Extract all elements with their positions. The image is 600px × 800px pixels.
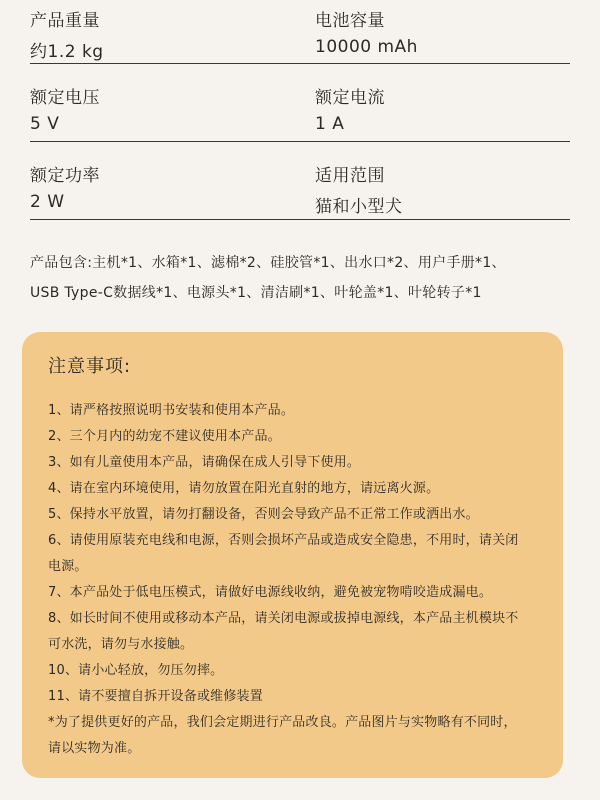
spec-label: 额定电流: [315, 88, 385, 108]
spec-label: 额定功率: [30, 166, 100, 186]
spec-cell-power: [30, 155, 315, 219]
notice-title: 注意事项:: [48, 356, 132, 377]
package-contents: [30, 248, 575, 308]
spec-row: [30, 155, 570, 220]
spec-label: 电池容量: [315, 11, 385, 31]
notice-list: [48, 398, 541, 762]
notice-line: 2、三个月内的幼宠不建议使用本产品。: [48, 429, 281, 444]
notice-line: 7、本产品处于低电压模式，请做好电源线收纳，避免被宠物啃咬造成漏电。: [48, 585, 493, 600]
spec-value: 2 W: [30, 192, 65, 212]
notice-line: *为了提供更好的产品，我们会定期进行产品改良。产品图片与实物略有不同时，: [48, 715, 517, 730]
spec-table: [30, 0, 570, 220]
notice-line: 6、请使用原装充电线和电源，否则会损坏产品或造成安全隐患，不用时，请关闭: [48, 533, 519, 548]
spec-value: 约1.2 kg: [30, 42, 104, 62]
spec-cell-battery: [315, 0, 570, 63]
notice-line: 请以实物为准。: [48, 741, 141, 756]
notice-line: 4、请在室内环境使用，请勿放置在阳光直射的地方，请远离火源。: [48, 481, 440, 496]
spec-label: 额定电压: [30, 88, 100, 108]
package-contents-line: 产品包含:主机*1、水箱*1、滤棉*2、硅胶管*1、出水口*2、用户手册*1、: [30, 255, 506, 271]
spec-label: 适用范围: [315, 166, 385, 186]
spec-row: [30, 0, 570, 64]
spec-value: 10000 mAh: [315, 37, 418, 57]
package-contents-line: USB Type-C数据线*1、电源头*1、清洁刷*1、叶轮盖*1、叶轮转子*1: [30, 285, 482, 301]
notice-line: 5、保持水平放置，请勿打翻设备，否则会导致产品不正常工作或洒出水。: [48, 507, 479, 522]
spec-label: 产品重量: [30, 11, 100, 31]
spec-cell-scope: [315, 155, 570, 219]
spec-cell-current: [315, 77, 570, 141]
notice-line: 8、如长时间不使用或移动本产品，请关闭电源或拔掉电源线，本产品主机模块不: [48, 611, 519, 626]
notice-line: 10、请小心轻放，勿压勿摔。: [48, 663, 224, 678]
notice-box: [22, 332, 563, 778]
notice-line: 1、请严格按照说明书安装和使用本产品。: [48, 403, 295, 418]
notice-line: 11、请不要擅自拆开设备或维修装置: [48, 689, 263, 704]
notice-line: 电源。: [48, 559, 88, 574]
spec-value: 5 V: [30, 114, 60, 134]
spec-value: 猫和小型犬: [315, 197, 403, 217]
spec-value: 1 A: [315, 114, 345, 134]
spec-cell-weight: [30, 0, 315, 63]
spec-cell-voltage: [30, 77, 315, 141]
spec-row: [30, 77, 570, 142]
notice-line: 可水洗，请勿与水接触。: [48, 637, 194, 652]
notice-line: 3、如有儿童使用本产品，请确保在成人引导下使用。: [48, 455, 361, 470]
